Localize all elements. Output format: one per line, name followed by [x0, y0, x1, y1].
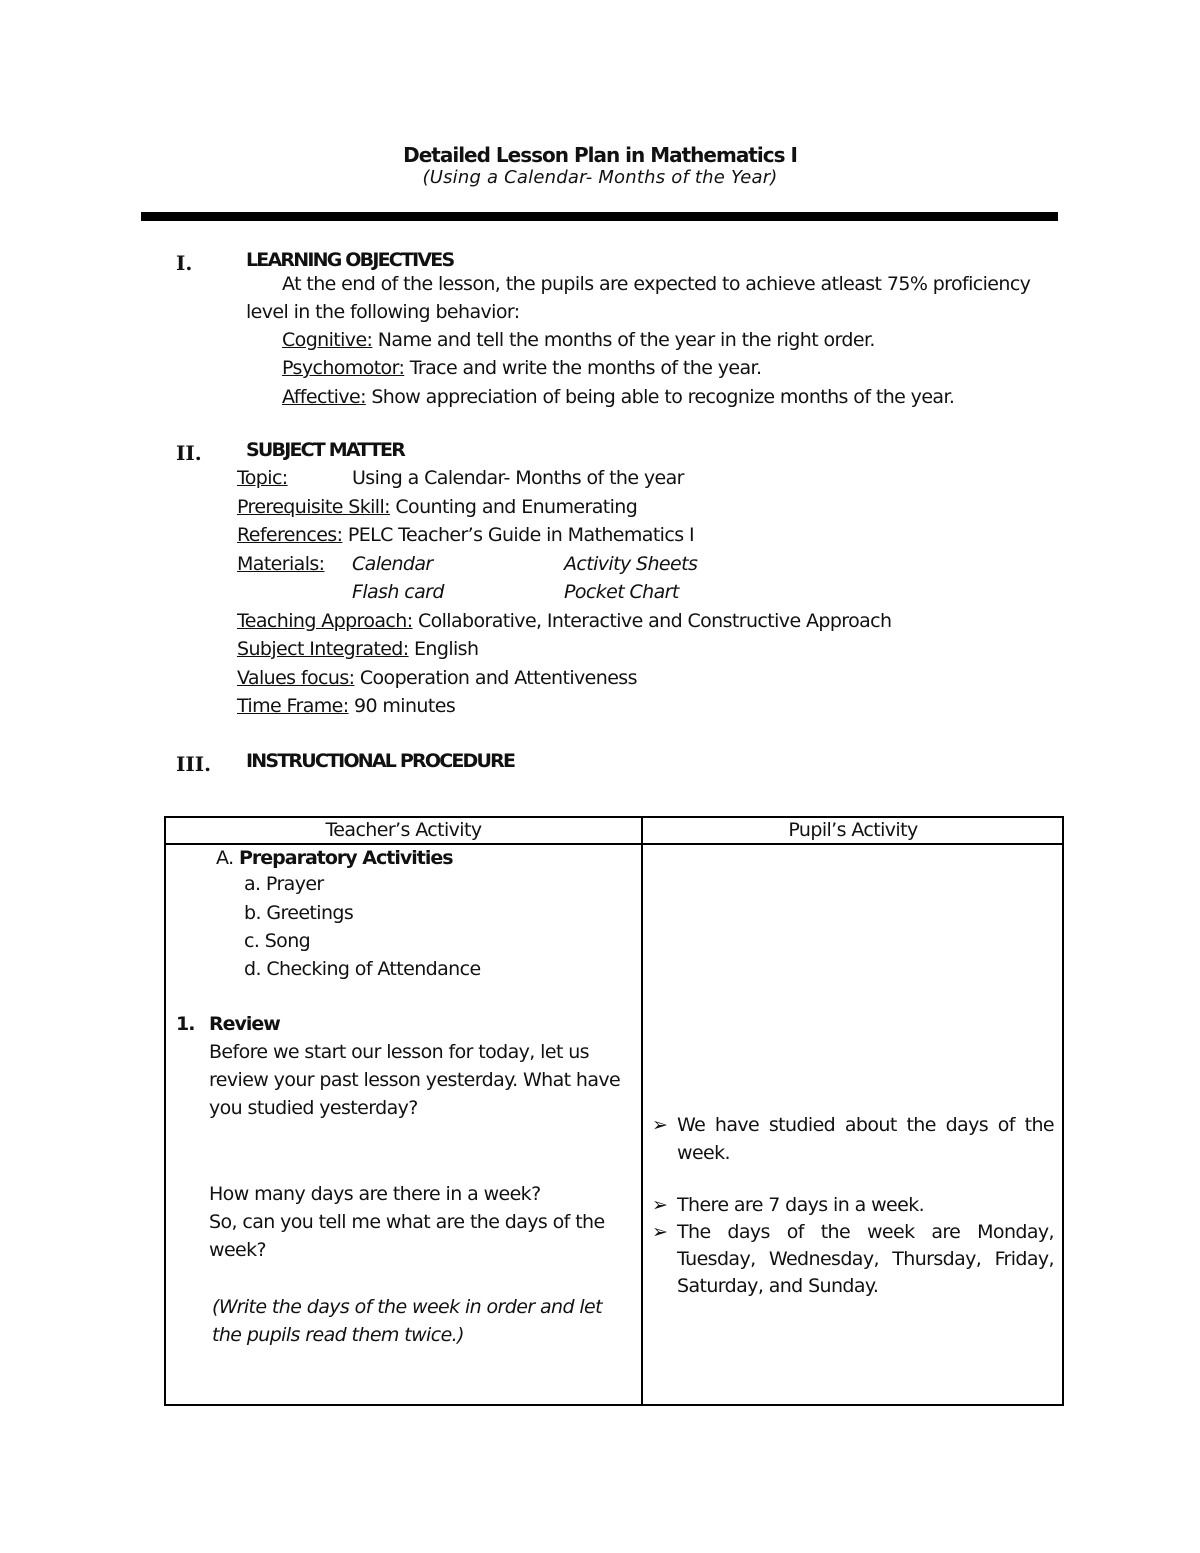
material-item: Flash card: [352, 581, 444, 603]
values-value: Cooperation and Attentiveness: [354, 667, 637, 689]
integrated-value: English: [408, 638, 479, 660]
header-divider: [141, 212, 1058, 221]
arrow-bullet-icon: ➢: [652, 1221, 668, 1243]
integrated-label: Subject Integrated:: [237, 638, 409, 660]
section-1-heading: LEARNING OBJECTIVES: [246, 249, 454, 271]
section-2-heading: SUBJECT MATTER: [246, 439, 405, 461]
references-value: PELC Teacher’s Guide in Mathematics I: [342, 524, 694, 546]
psychomotor-text: Trace and write the months of the year.: [404, 357, 762, 379]
subject-integrated: [237, 638, 478, 660]
section-1-numeral: I.: [176, 251, 193, 275]
review-text-line: Before we start our lesson for today, let us: [209, 1041, 589, 1063]
prep-heading: Preparatory Activities: [238, 847, 453, 869]
values-label: Values focus:: [237, 667, 355, 689]
arrow-bullet-icon: ➢: [652, 1114, 668, 1136]
objectives-intro-line2: level in the following behavior:: [246, 301, 520, 323]
material-item: Calendar: [352, 553, 433, 575]
prereq-value: Counting and Enumerating: [389, 496, 638, 518]
objective-psychomotor: [282, 357, 761, 379]
material-item: Activity Sheets: [564, 553, 698, 575]
column-header-pupil: Pupil’s Activity: [788, 819, 918, 841]
objectives-intro-line1: At the end of the lesson, the pupils are expected to achieve atleast 75% proficiency: [282, 273, 1031, 295]
list-item: b. Greetings: [244, 902, 354, 924]
preparatory-activities: [216, 847, 453, 869]
topic-label: Topic:: [237, 467, 288, 489]
references: [237, 524, 694, 546]
cognitive-label: Cognitive:: [282, 329, 373, 351]
section-3-heading: INSTRUCTIONAL PROCEDURE: [246, 750, 515, 772]
question-line: So, can you tell me what are the days of the: [209, 1211, 605, 1233]
teacher-note-line: (Write the days of the week in order and let: [212, 1296, 602, 1318]
pupil-answer-line: We have studied about the days of the: [677, 1114, 1054, 1136]
section-2-numeral: II.: [176, 441, 202, 465]
arrow-bullet-icon: ➢: [652, 1194, 668, 1216]
review-number: 1.: [176, 1013, 195, 1035]
objective-affective: [282, 386, 954, 408]
section-3-numeral: III.: [176, 752, 212, 776]
pupil-answer-line: week.: [677, 1142, 730, 1164]
cognitive-text: Name and tell the months of the year in the right order.: [372, 329, 875, 351]
question-line: week?: [209, 1239, 267, 1261]
affective-label: Affective:: [282, 386, 366, 408]
psychomotor-label: Psychomotor:: [282, 357, 405, 379]
affective-text: Show appreciation of being able to recognize months of the year.: [365, 386, 955, 408]
pupil-answer-line: Saturday, and Sunday.: [677, 1275, 879, 1297]
page-subtitle: (Using a Calendar- Months of the Year): [422, 167, 778, 188]
table-header-divider: [164, 843, 1064, 845]
approach-label: Teaching Approach:: [237, 610, 413, 632]
list-item: c. Song: [244, 930, 311, 952]
teacher-note-line: the pupils read them twice.): [212, 1324, 464, 1346]
page-title: Detailed Lesson Plan in Mathematics I: [403, 143, 797, 167]
question-line: How many days are there in a week?: [209, 1183, 541, 1205]
review-heading: Review: [209, 1013, 280, 1035]
pupil-answer-line: The days of the week are Monday,: [677, 1221, 1054, 1243]
prereq-label: Prerequisite Skill:: [237, 496, 390, 518]
time-frame: [237, 695, 455, 717]
objective-cognitive: [282, 329, 875, 351]
prep-letter: A.: [216, 847, 234, 869]
time-value: 90 minutes: [348, 695, 456, 717]
pupil-answer-line: There are 7 days in a week.: [677, 1194, 925, 1216]
approach-value: Collaborative, Interactive and Constructive Approach: [412, 610, 892, 632]
topic-value: Using a Calendar- Months of the year: [352, 467, 684, 489]
prerequisite-skill: [237, 496, 637, 518]
list-item: d. Checking of Attendance: [244, 958, 481, 980]
values-focus: [237, 667, 637, 689]
teaching-approach: [237, 610, 891, 632]
materials-label: Materials:: [237, 553, 325, 575]
material-item: Pocket Chart: [564, 581, 679, 603]
pupil-answer-line: Tuesday, Wednesday, Thursday, Friday,: [677, 1248, 1054, 1270]
review-text-line: you studied yesterday?: [209, 1097, 418, 1119]
column-header-teacher: Teacher’s Activity: [325, 819, 482, 841]
list-item: a. Prayer: [244, 873, 324, 895]
time-label: Time Frame:: [237, 695, 349, 717]
review-text-line: review your past lesson yesterday. What have: [209, 1069, 621, 1091]
references-label: References:: [237, 524, 343, 546]
table-column-divider: [641, 816, 643, 1406]
